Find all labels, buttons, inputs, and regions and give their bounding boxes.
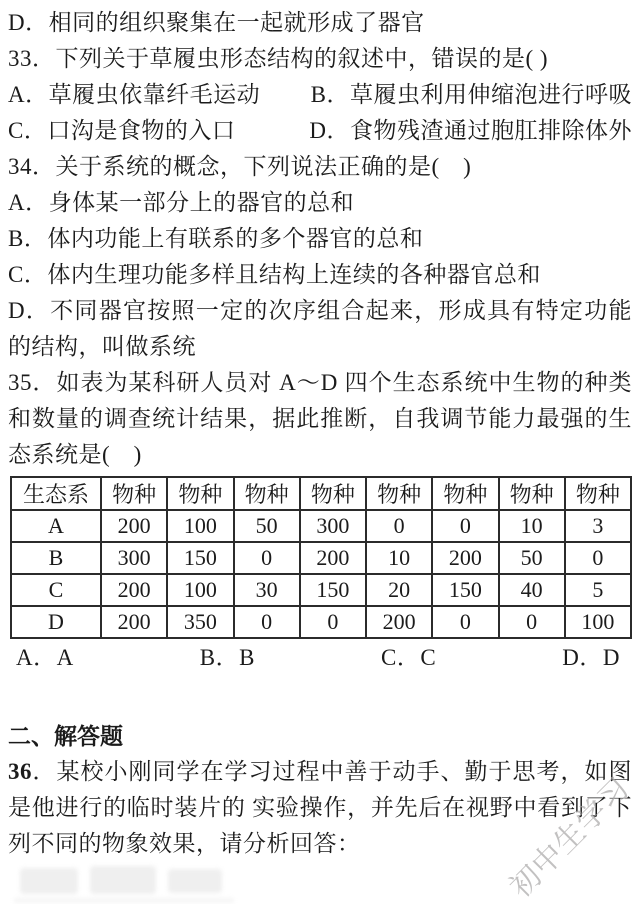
table-cell: 200 [101,606,167,638]
q34-option-b: B．体内功能上有联系的多个器官的总和 [8,226,424,251]
table-cell: 200 [300,542,366,574]
faint-bar [14,898,234,903]
q35-choice-d: D．D [562,645,620,670]
table-cell: 300 [300,510,366,542]
table-cell: C [11,574,101,606]
q36-number: 36 [8,759,32,784]
table-cell: 350 [167,606,233,638]
table-header-cell: 生态系 [11,477,101,510]
table-cell: 0 [300,606,366,638]
q36-text [8,754,632,862]
q35-ecosystem-table [10,476,632,639]
q34-option-c: C．体内生理功能多样且结构上连续的各种器官总和 [8,262,541,287]
q33-options-row-2 [8,113,632,149]
table-cell: 150 [167,542,233,574]
q35-choices-row [8,639,632,676]
table-cell: 150 [432,574,498,606]
q33-stem: 33．下列关于草履虫形态结构的叙述中，错误的是( ) [8,46,549,71]
table-cell: 150 [300,574,366,606]
q35-choice-b: B．B [199,645,255,670]
table-cell: 200 [366,606,432,638]
table-cell: 0 [432,510,498,542]
table-cell: 0 [234,542,300,574]
q32-option-d: D．相同的组织聚集在一起就形成了器官 [8,10,425,35]
table-cell: 3 [565,510,631,542]
q33-option-c: C．口沟是食物的入口 [8,118,236,143]
table-cell: B [11,542,101,574]
q34-option-d: D．不同器官按照一定的次序组合起来，形成具有特定功能的结构，叫做系统 [8,298,632,359]
table-header-cell: 物种 [366,477,432,510]
table-header-cell: 物种 [101,477,167,510]
table-cell: 0 [366,510,432,542]
q34-option-a: A．身体某一部分上的器官的总和 [8,190,355,215]
table-row [11,510,631,542]
q33-options-row-1 [8,77,632,113]
table-cell: 50 [499,542,565,574]
table-cell: 100 [167,574,233,606]
q33-option-a: A．草履虫依靠纤毛运动 [8,82,261,107]
faint-blob [168,869,222,893]
table-row [11,542,631,574]
table-header-cell: 物种 [167,477,233,510]
table-header-cell: 物种 [499,477,565,510]
q35-choice-a: A．A [16,645,74,670]
q35-stem: 35．如表为某科研人员对 A～D 四个生态系统中生物的种类和数量的调查统计结果，据此推断，自我调节能力最强的生态系统是( ) [8,370,632,467]
table-cell: 0 [499,606,565,638]
table-cell: 300 [101,542,167,574]
q34-stem: 34．关于系统的概念，下列说法正确的是( ) [8,154,472,179]
table-cell: 10 [366,542,432,574]
table-cell: 40 [499,574,565,606]
table-cell: 200 [432,542,498,574]
table-header-cell: 物种 [300,477,366,510]
table-cell: 100 [565,606,631,638]
table-header-cell: 物种 [432,477,498,510]
faint-cutoff-figure [14,866,264,904]
q36-body: ．某校小刚同学在学习过程中善于动手、勤于思考，如图是他进行的临时装片的 实验操作，并先后在视野中看到了下列不同的物象效果，请分析回答： [8,759,632,856]
table-cell: 5 [565,574,631,606]
table-cell: 0 [565,542,631,574]
table-header-row [11,477,631,510]
table-header-cell: 物种 [565,477,631,510]
faint-blob [20,868,78,894]
q33-option-b: B．草履虫利用伸缩泡进行呼吸 [310,82,632,107]
watermark-text: 初中生学习 [503,771,637,904]
table-cell: 100 [167,510,233,542]
q33-option-d: D．食物残渣通过胞肛排除体外 [309,118,632,143]
table-header-cell: 物种 [234,477,300,510]
table-row [11,606,631,638]
table-cell: 50 [234,510,300,542]
table-cell: 20 [366,574,432,606]
table-cell: 200 [101,510,167,542]
table-cell: A [11,510,101,542]
table-cell: D [11,606,101,638]
table-cell: 0 [432,606,498,638]
section-2-heading: 二、解答题 [8,723,123,749]
q35-choice-c: C．C [381,645,437,670]
table-cell: 30 [234,574,300,606]
table-cell: 200 [101,574,167,606]
table-cell: 0 [234,606,300,638]
table-cell: 10 [499,510,565,542]
faint-blob [90,866,156,894]
table-row [11,574,631,606]
